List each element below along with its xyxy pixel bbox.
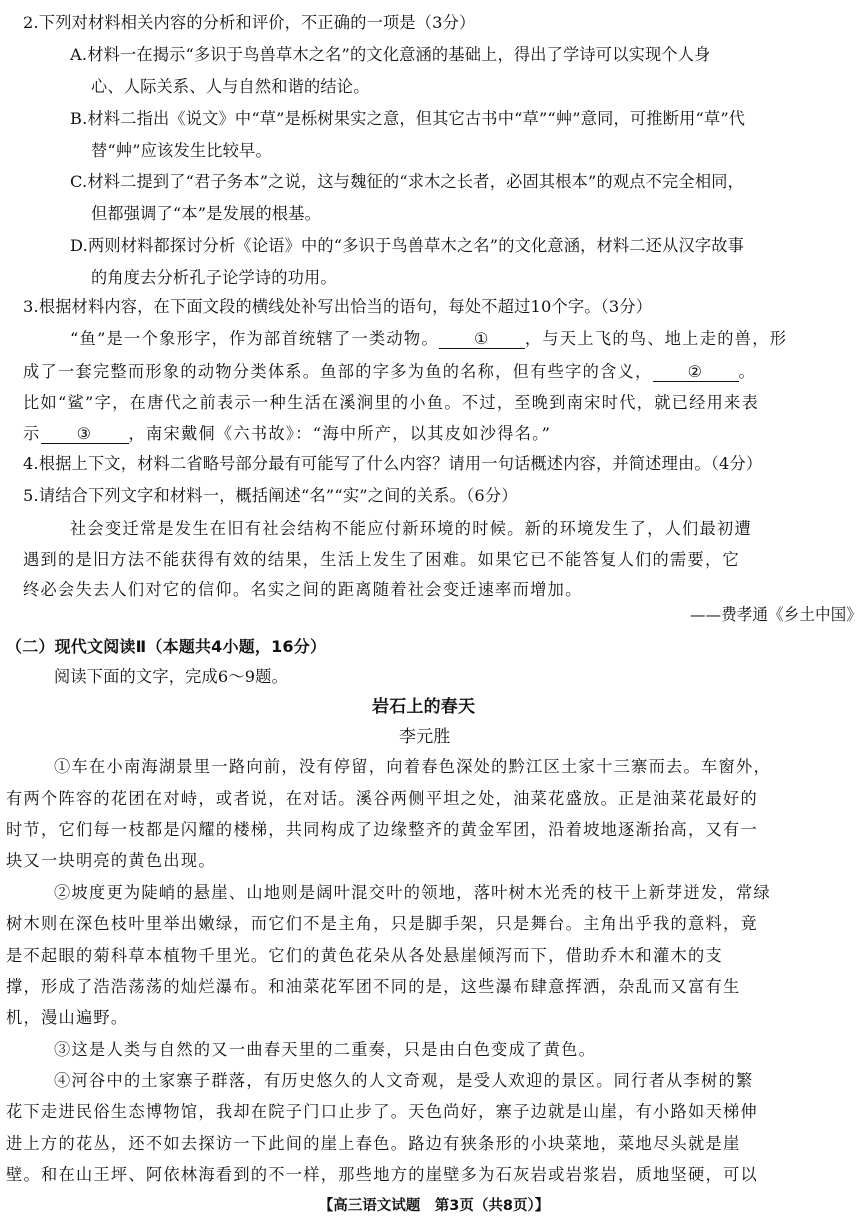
- article-p4-line3: 进上方的花丛，还不如去探访一下此间的崖上春色。路边有狭条形的小块菜地，菜地尽头就是崖: [6, 1134, 741, 1153]
- q2-option-a-line2: 心、人际关系、人与自然和谐的结论。: [91, 77, 370, 96]
- article-p4-line1: ④河谷中的土家寨子群落，有历史悠久的人文奇观，是受人欢迎的景区。同行者从李树的繁: [54, 1071, 754, 1090]
- q2-option-d-line2: 的角度去分析孔子论学诗的功用。: [91, 268, 337, 287]
- fill-blank-3[interactable]: ③: [41, 425, 129, 444]
- article-p2-line5: 机，漫山遍野。: [6, 1008, 129, 1027]
- q5-stem: 5.请结合下列文字和材料一，概括阐述“名”“实”之间的关系。（6分）: [23, 486, 518, 505]
- q5-quote-line3: 终必会失去人们对它的信仰。名实之间的距离随着社会变迁速率而增加。: [23, 580, 583, 599]
- article-p4-line2: 花下走进民俗生态博物馆，我却在院子门口止步了。天色尚好，寨子边就是山崖，有小路如天梯伸: [6, 1102, 758, 1121]
- q3-passage-line3: 比如“鲨”字，在唐代之前表示一种生活在溪涧里的小鱼。不过，至晚到南宋时代，就已经用来表: [23, 393, 760, 412]
- q5-quote-source: ——费孝通《乡土中国》: [690, 605, 862, 624]
- article-p3-line1: ③这是人类与自然的又一曲春天里的二重奏，只是由白色变成了黄色。: [54, 1040, 597, 1059]
- article-p1-line1: ①车在小南海湖景里一路向前，没有停留，向着春色深处的黔江区土家十三寨而去。车窗外，: [54, 757, 771, 776]
- article-p4-line4: 壁。和在山王坪、阿依林海看到的不一样，那些地方的崖壁多为石灰岩或岩浆岩，质地坚硬，可以: [6, 1165, 758, 1184]
- q3-passage-line2: 成了一套完整而形象的动物分类体系。鱼部的字多为鱼的名称，但有些字的含义， ② 。: [23, 362, 757, 381]
- section-heading: （二）现代文阅读Ⅱ（本题共4小题，16分）: [6, 637, 327, 656]
- article-p1-line2: 有两个阵容的花团在对峙，或者说，在对话。溪谷两侧平坦之处，油菜花盛放。正是油菜花最好的: [6, 789, 758, 808]
- fill-blank-1[interactable]: ①: [439, 330, 525, 349]
- section-instruction: 阅读下面的文字，完成6～9题。: [54, 667, 289, 686]
- article-title: 岩石上的春天: [372, 697, 476, 717]
- q2-option-c-line2: 但都强调了“本”是发展的根基。: [91, 204, 321, 223]
- q2-stem: 2.下列对材料相关内容的分析和评价，不正确的一项是（3分）: [23, 13, 476, 32]
- article-p2-line3: 是不起眼的菊科草本植物千里光。它们的黄色花朵从各处悬崖倾泻而下，借助乔木和灌木的支: [6, 946, 723, 965]
- fill-blank-2[interactable]: ②: [653, 363, 739, 382]
- q2-option-c-line1: C.材料二提到了“君子务本”之说，这与魏征的“求木之长者，必固其根本”的观点不完全相同，: [70, 172, 744, 191]
- article-p2-line4: 撑，形成了浩浩荡荡的灿烂瀑布。和油菜花军团不同的是，这些瀑布肆意挥洒，杂乱而又富有生: [6, 977, 741, 996]
- q5-quote-line1: 社会变迁常是发生在旧有社会结构不能应付新环境的时候。新的环境发生了，人们最初遭: [70, 519, 753, 538]
- article-author: 李元胜: [399, 727, 451, 747]
- page-footer: 【高三语文试题 第3页（共8页）】: [318, 1198, 550, 1214]
- q2-option-a-line1: A.材料一在揭示“多识于鸟兽草木之名”的文化意涵的基础上，得出了学诗可以实现个人身: [70, 45, 711, 64]
- q5-quote-line2: 遇到的是旧方法不能获得有效的结果，生活上发生了困难。如果它已不能答复人们的需要，它: [23, 550, 740, 569]
- q2-option-b-line2: 替“艸”应该发生比较早。: [91, 141, 272, 160]
- article-p2-line1: ②坡度更为陡峭的悬崖、山地则是阔叶混交叶的领地，落叶树木光秃的枝干上新芽迸发，常绿: [54, 883, 771, 902]
- q3-passage-line4: 示 ③ ，南宋戴侗《六书故》：“海中所产，以其皮如沙得名。”: [23, 424, 552, 443]
- article-p1-line4: 块又一块明亮的黄色出现。: [6, 851, 216, 870]
- q3-stem: 3.根据材料内容，在下面文段的横线处补写出恰当的语句，每处不超过10个字。（3分）: [23, 297, 653, 316]
- q2-option-b-line1: B.材料二指出《说文》中“草”是栎树果实之意，但其它古书中“草”“艸”意同，可推断用“草”代: [70, 109, 746, 128]
- q2-option-d-line1: D.两则材料都探讨分析《论语》中的“多识于鸟兽草木之名”的文化意涵，材料二还从汉字故事: [70, 236, 745, 255]
- article-p2-line2: 树木则在深色枝叶里举出嫩绿，而它们不是主角，只是脚手架，只是舞台。主角出乎我的意料，竟: [6, 914, 758, 933]
- q4-stem: 4.根据上下文，材料二省略号部分最有可能写了什么内容？请用一句话概述内容，并简述理由。（4分）: [23, 454, 763, 473]
- article-p1-line3: 时节，它们每一枝都是闪耀的楼梯，共同构成了边缘整齐的黄金军团，沿着坡地逐渐抬高，又有一: [6, 820, 758, 839]
- q3-passage-line1: “鱼”是一个象形字，作为部首统辖了一类动物。 ① ，与天上飞的鸟、地上走的兽，形: [70, 329, 788, 348]
